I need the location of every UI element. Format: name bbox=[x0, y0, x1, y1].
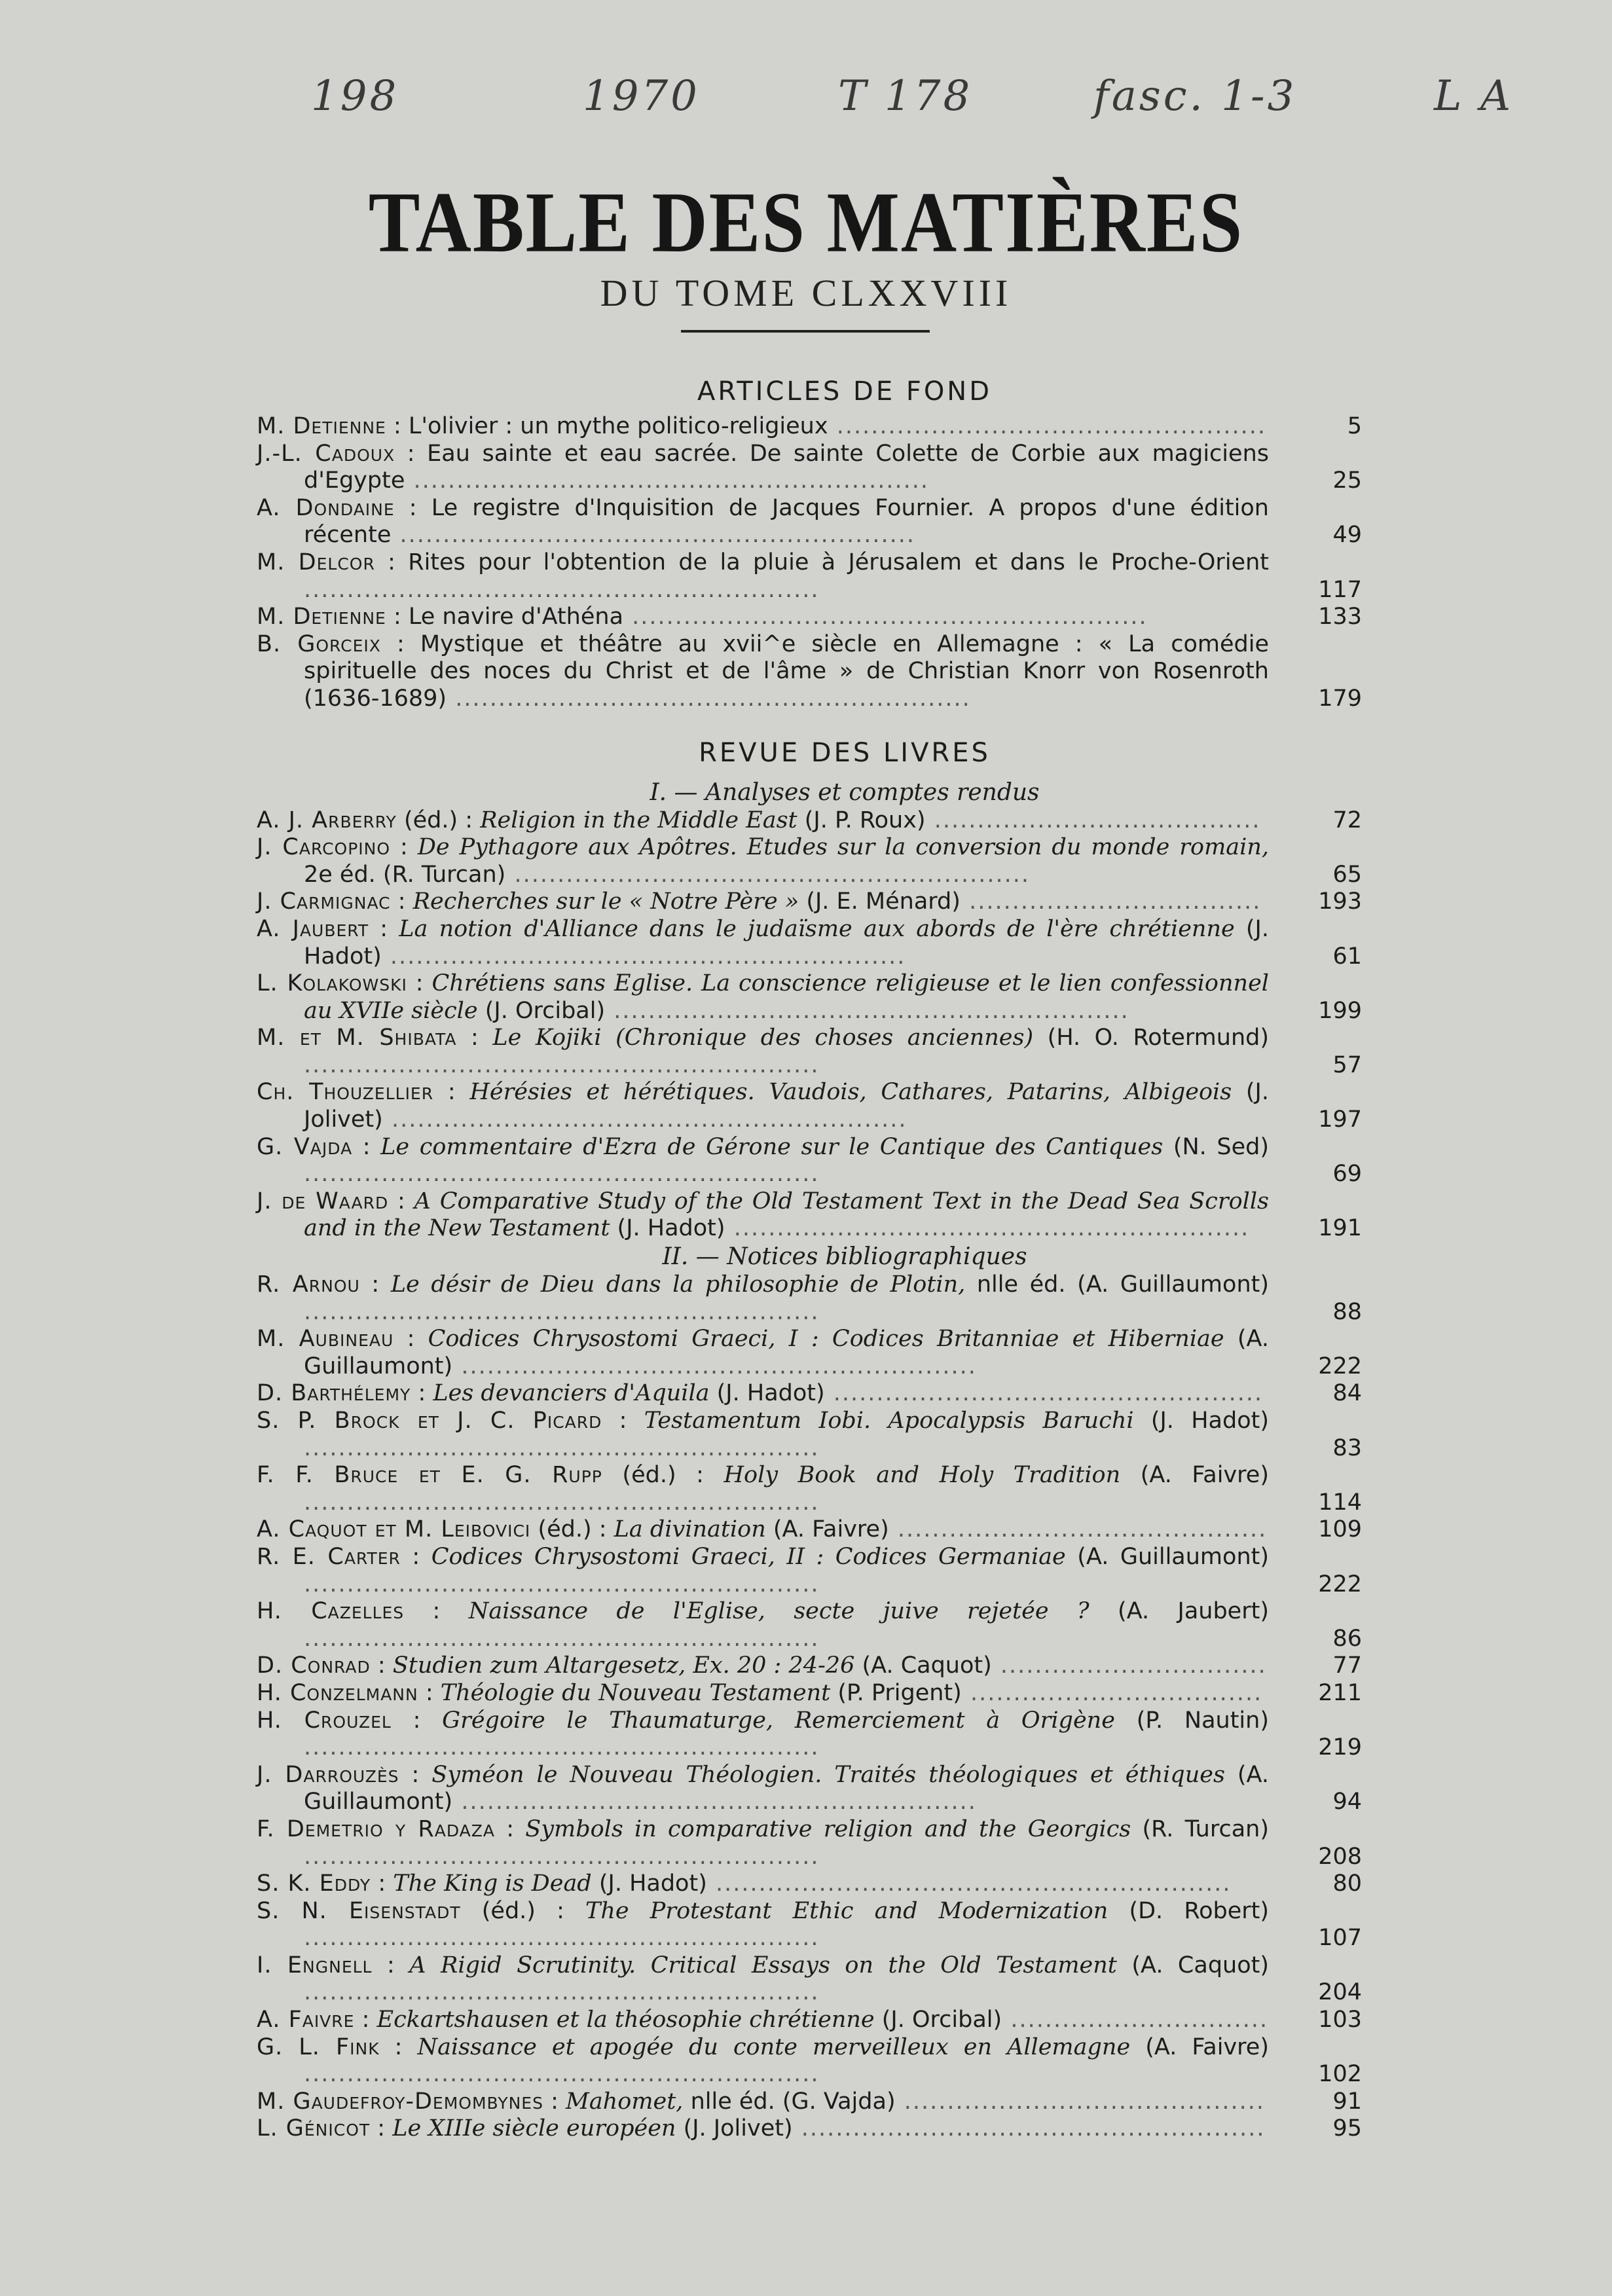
entry-book-title: Le désir de Dieu dans la philosophie de Plotin, bbox=[390, 1271, 966, 1298]
page-title: TABLE DES MATIÈRES bbox=[368, 174, 1244, 270]
entry-separator: : bbox=[456, 1025, 493, 1051]
entry-book-title: Grégoire le Thaumaturge, Remerciement à Origène bbox=[442, 1707, 1115, 1734]
entry-text bbox=[257, 1707, 1269, 1762]
title-divider bbox=[681, 330, 930, 333]
entry-reviewer: (R. Turcan) bbox=[1131, 1815, 1269, 1842]
entry-page-number: 222 bbox=[1318, 1353, 1362, 1379]
toc-entry bbox=[257, 2115, 1367, 2143]
subsection-heading-analyses: I. — Analyses et comptes rendus bbox=[650, 778, 1040, 806]
entry-author: A. Caquot et M. Leibovici bbox=[257, 1516, 531, 1543]
entry-page-number: 86 bbox=[1332, 1625, 1362, 1652]
dot-leader: ............................................................ bbox=[447, 685, 971, 712]
entry-author: S. K. Eddy bbox=[257, 1870, 371, 1897]
dot-leader: ............................................................ bbox=[304, 576, 820, 603]
toc-entry bbox=[257, 2007, 1367, 2034]
entry-page-number: 107 bbox=[1318, 1925, 1362, 1952]
entry-book-title: The King is Dead bbox=[393, 1870, 592, 1897]
entry-book-title: Théologie du Nouveau Testament bbox=[440, 1679, 831, 1706]
entry-text bbox=[257, 631, 1269, 713]
entry-author: S. P. Brock et J. C. Picard bbox=[257, 1408, 602, 1434]
entry-book-title: A Rigid Scrutinity. Critical Essays on the Old Testament bbox=[409, 1952, 1117, 1978]
entry-book-title: Le Kojiki (Chronique des choses anciennes) bbox=[492, 1025, 1034, 1051]
entry-book-title: Codices Chrysostomi Graeci, I : Codices Britanniae et Hiberniae bbox=[428, 1326, 1224, 1353]
entry-separator: : bbox=[602, 1408, 644, 1434]
toc-entry bbox=[257, 1380, 1367, 1408]
entry-page-number: 222 bbox=[1318, 1571, 1362, 1597]
entry-book-title: Chrétiens sans Eglise. La conscience religieuse et le lien confessionnel au XVIIe siècle bbox=[304, 970, 1269, 1024]
dot-leader: ............................................................ bbox=[725, 1215, 1250, 1242]
entry-reviewer: (J. Orcibal) bbox=[477, 997, 606, 1024]
entry-reviewer: (A. Faivre) bbox=[1130, 2033, 1269, 2060]
entry-page-number: 117 bbox=[1318, 576, 1362, 603]
toc-entry bbox=[257, 604, 1367, 631]
entry-page-number: 25 bbox=[1332, 467, 1362, 494]
dot-leader: .................................................. bbox=[828, 413, 1266, 439]
entry-page-number: 191 bbox=[1318, 1215, 1362, 1242]
handwritten-note: 198 bbox=[311, 72, 399, 120]
entry-page-number: 204 bbox=[1318, 1979, 1362, 2006]
entry-reviewer: (P. Nautin) bbox=[1114, 1707, 1269, 1734]
entry-reviewer: (J. Orcibal) bbox=[874, 2007, 1002, 2033]
entry-author: M. Aubineau bbox=[257, 1326, 394, 1353]
entry-text bbox=[257, 441, 1269, 495]
toc-entry bbox=[257, 1134, 1367, 1188]
entry-page-number: 57 bbox=[1332, 1051, 1362, 1078]
dot-leader: ............................................................ bbox=[304, 1489, 820, 1516]
entry-author: J. Darrouzès bbox=[257, 1761, 399, 1788]
entry-reviewer: (P. Prigent) bbox=[830, 1679, 962, 1706]
dot-leader: ........................................... bbox=[888, 1516, 1268, 1543]
entry-author: A. Faivre bbox=[257, 2007, 355, 2033]
entry-author: H. Cazelles bbox=[257, 1598, 405, 1625]
entry-reviewer: (H. O. Rotermund) bbox=[1033, 1025, 1269, 1051]
handwritten-note: T 178 bbox=[838, 72, 973, 120]
entry-text bbox=[257, 916, 1269, 970]
entry-author: D. Barthélemy bbox=[257, 1380, 411, 1407]
toc-entry bbox=[257, 1025, 1367, 1079]
section-heading-reviews: REVUE DES LIVRES bbox=[699, 737, 991, 768]
dot-leader: .................................................. bbox=[824, 1380, 1264, 1407]
entry-separator: : bbox=[400, 1543, 431, 1570]
entry-separator: : bbox=[433, 1079, 470, 1106]
entry-separator: : bbox=[372, 1952, 410, 1978]
entry-book-title: Les devanciers d'Aquila bbox=[433, 1380, 710, 1407]
dot-leader: ............................................................ bbox=[304, 1161, 820, 1188]
entry-separator: : bbox=[543, 2088, 566, 2115]
entry-author: J.-L. Cadoux bbox=[257, 440, 395, 467]
toc-entry bbox=[257, 631, 1367, 713]
toc-entry bbox=[257, 1898, 1367, 1952]
dot-leader: ............................................................ bbox=[304, 1298, 820, 1325]
entry-text bbox=[257, 1326, 1269, 1380]
toc-entry bbox=[257, 1762, 1367, 1816]
entry-page-number: 5 bbox=[1347, 413, 1362, 439]
entry-book-title: Mahomet, bbox=[566, 2088, 684, 2115]
entry-page-number: 197 bbox=[1318, 1106, 1362, 1133]
dot-leader: ............................................................ bbox=[304, 1925, 820, 1952]
entry-reviewer: nlle éd. (A. Guillaumont) bbox=[965, 1271, 1269, 1298]
entry-separator: : bbox=[388, 1188, 414, 1214]
entry-page-number: 219 bbox=[1318, 1734, 1362, 1761]
entry-separator: : bbox=[411, 1380, 433, 1407]
entry-text bbox=[257, 1652, 1269, 1680]
toc-entry bbox=[257, 1079, 1367, 1133]
entry-page-number: 199 bbox=[1318, 997, 1362, 1024]
entry-author: A. Jaubert bbox=[257, 915, 369, 942]
entry-text bbox=[257, 1462, 1269, 1516]
entry-reviewer: (J. Hadot) bbox=[610, 1215, 725, 1242]
entry-page-number: 83 bbox=[1332, 1434, 1362, 1461]
entry-page-number: 133 bbox=[1318, 604, 1362, 630]
entry-separator: : bbox=[407, 970, 432, 997]
entry-book-title: Le XIIIe siècle européen bbox=[392, 2115, 676, 2142]
entry-separator: : bbox=[394, 1326, 428, 1353]
entry-reviewer: 2e éd. (R. Turcan) bbox=[304, 861, 506, 888]
entry-title: : Rites pour l'obtention de la pluie à Jérusalem et dans le Proche-Orient bbox=[375, 549, 1269, 575]
toc-entry bbox=[257, 1544, 1367, 1598]
entry-author: M. Delcor bbox=[257, 549, 375, 575]
dot-leader: ............................................................ bbox=[304, 2061, 820, 2088]
handwritten-note: fasc. 1-3 bbox=[1093, 72, 1297, 120]
entry-reviewer: (A. Faivre) bbox=[1120, 1462, 1269, 1489]
entry-reviewer: (A. Caquot) bbox=[1116, 1952, 1270, 1978]
entry-book-title: Religion in the Middle East bbox=[480, 807, 797, 833]
dot-leader: ............................................................ bbox=[505, 861, 1030, 888]
entry-author: Ch. Thouzellier bbox=[257, 1079, 434, 1106]
reviews-list-notices bbox=[257, 1271, 1367, 2143]
entry-author: M. Gaudefroy-Demombynes bbox=[257, 2088, 543, 2115]
entry-text bbox=[257, 1188, 1269, 1243]
handwritten-notes bbox=[0, 72, 1612, 151]
entry-author: G. L. Fink bbox=[257, 2033, 380, 2060]
entry-author: F. Demetrio y Radaza bbox=[257, 1815, 495, 1842]
entry-text bbox=[257, 1598, 1269, 1652]
dot-leader: ............................................................ bbox=[304, 1571, 820, 1597]
entry-separator: : bbox=[494, 1815, 526, 1842]
entry-text bbox=[257, 1870, 1269, 1898]
toc-entry bbox=[257, 495, 1367, 549]
section-heading-articles: ARTICLES DE FOND bbox=[697, 376, 993, 407]
entry-author: B. Gorceix bbox=[257, 630, 381, 657]
entry-text bbox=[257, 834, 1269, 888]
entry-page-number: 193 bbox=[1318, 888, 1362, 915]
entry-separator: (éd.) : bbox=[602, 1462, 724, 1489]
entry-book-title: Naissance de l'Eglise, secte juive rejetée ? bbox=[468, 1598, 1090, 1625]
entry-page-number: 211 bbox=[1318, 1679, 1362, 1706]
dot-leader: ............................................................ bbox=[304, 1625, 820, 1652]
dot-leader: ...................................................... bbox=[792, 2115, 1266, 2142]
dot-leader: ............................................................ bbox=[304, 1843, 820, 1870]
entry-reviewer: (J. P. Roux) bbox=[797, 807, 926, 833]
entry-text bbox=[257, 1025, 1269, 1079]
entry-title: : L'olivier : un mythe politico-religieux bbox=[386, 413, 828, 439]
entry-author: J. Carmignac bbox=[257, 888, 391, 915]
entry-book-title: La notion d'Alliance dans le judaïsme aux abords de l'ère chrétienne bbox=[399, 915, 1235, 942]
entry-text bbox=[257, 2115, 1269, 2143]
entry-author: J. Carcopino bbox=[257, 834, 391, 861]
entry-author: G. Vajda bbox=[257, 1133, 353, 1160]
entry-separator: : bbox=[352, 1133, 381, 1160]
entry-book-title: Le commentaire d'Ezra de Gérone sur le Cantique des Cantiques bbox=[380, 1133, 1163, 1160]
entry-text bbox=[257, 604, 1269, 631]
dot-leader: ............................................................ bbox=[381, 943, 906, 970]
dot-leader: .......................................... bbox=[895, 2088, 1266, 2115]
toc-entry bbox=[257, 2034, 1367, 2088]
entry-text bbox=[257, 1134, 1269, 1188]
entry-page-number: 208 bbox=[1318, 1843, 1362, 1870]
entry-author: M. Detienne bbox=[257, 413, 386, 439]
toc-entry bbox=[257, 549, 1367, 604]
entry-separator: : bbox=[370, 2115, 393, 2142]
toc-entry bbox=[257, 1462, 1367, 1516]
entry-book-title: Eckartshausen et la théosophie chrétienne bbox=[376, 2007, 875, 2033]
entry-book-title: Hérésies et hérétiques. Vaudois, Cathares, Patarins, Albigeois bbox=[469, 1079, 1232, 1106]
entry-separator: : bbox=[354, 2007, 377, 2033]
toc-entry bbox=[257, 970, 1367, 1025]
entry-text bbox=[257, 1952, 1269, 2007]
entry-reviewer: (A. Guillaumont) bbox=[1065, 1543, 1270, 1570]
toc-entry bbox=[257, 1707, 1367, 1762]
entry-author: H. Conzelmann bbox=[257, 1679, 418, 1706]
entry-reviewer: (J. Hadot) bbox=[591, 1870, 707, 1897]
table-of-contents bbox=[257, 376, 1367, 2143]
toc-entry bbox=[257, 1598, 1367, 1652]
entry-page-number: 94 bbox=[1332, 1789, 1362, 1815]
entry-book-title: The Protestant Ethic and Modernization bbox=[585, 1897, 1108, 1924]
entry-text bbox=[257, 1516, 1269, 1544]
toc-entry bbox=[257, 1516, 1367, 1544]
entry-separator: : bbox=[390, 888, 413, 915]
entry-separator: (éd.) : bbox=[460, 1897, 586, 1924]
dot-leader: ............................................................ bbox=[452, 1789, 977, 1815]
entry-title: : Le navire d'Athéna bbox=[386, 604, 624, 630]
entry-text bbox=[257, 2088, 1269, 2116]
entry-author: F. F. Bruce et E. G. Rupp bbox=[257, 1462, 602, 1489]
entry-author: I. Engnell bbox=[257, 1952, 373, 1978]
entry-page-number: 80 bbox=[1332, 1870, 1362, 1897]
entry-reviewer: (J. E. Ménard) bbox=[799, 888, 961, 915]
toc-entry bbox=[257, 1652, 1367, 1680]
entry-book-title: Naissance et apogée du conte merveilleux en Allemagne bbox=[417, 2033, 1131, 2060]
entry-text bbox=[257, 970, 1269, 1025]
entry-book-title: Syméon le Nouveau Théologien. Traités théologiques et éthiques bbox=[431, 1761, 1225, 1788]
toc-entry bbox=[257, 441, 1367, 495]
entry-book-title: Studien zum Altargesetz, Ex. 20 : 24-26 bbox=[392, 1652, 855, 1679]
entry-separator: : bbox=[369, 915, 399, 942]
entry-text bbox=[257, 413, 1269, 441]
entry-text bbox=[257, 1271, 1269, 1326]
toc-entry bbox=[257, 2088, 1367, 2116]
dot-leader: ............................................................ bbox=[304, 1734, 820, 1761]
entry-page-number: 84 bbox=[1332, 1380, 1362, 1407]
entry-text bbox=[257, 2007, 1269, 2034]
entry-page-number: 88 bbox=[1332, 1298, 1362, 1325]
entry-page-number: 103 bbox=[1318, 2007, 1362, 2033]
entry-text bbox=[257, 807, 1269, 835]
toc-entry bbox=[257, 413, 1367, 441]
entry-text bbox=[257, 1544, 1269, 1598]
entry-text bbox=[257, 1762, 1269, 1816]
entry-author: S. N. Eisenstadt bbox=[257, 1897, 461, 1924]
entry-text bbox=[257, 1079, 1269, 1133]
toc-entry bbox=[257, 1952, 1367, 2007]
reviews-list-analyses bbox=[257, 807, 1367, 1243]
entry-author: M. Detienne bbox=[257, 604, 386, 630]
entry-reviewer: (J. Hadot) bbox=[709, 1380, 825, 1407]
dot-leader: ............................................................ bbox=[391, 522, 916, 549]
entry-page-number: 69 bbox=[1332, 1161, 1362, 1188]
entry-text bbox=[257, 495, 1269, 549]
entry-page-number: 102 bbox=[1318, 2061, 1362, 2088]
entry-separator: (éd.) : bbox=[396, 807, 481, 833]
entry-reviewer: (A. Guillaumont) bbox=[304, 1761, 1270, 1815]
toc-entry bbox=[257, 1326, 1367, 1380]
entry-separator: : bbox=[371, 1870, 394, 1897]
entry-author: M. et M. Shibata bbox=[257, 1025, 457, 1051]
entry-reviewer: (A. Faivre) bbox=[765, 1516, 889, 1543]
entry-reviewer: (J. Hadot) bbox=[304, 915, 1269, 970]
entry-book-title: De Pythagore aux Apôtres. Etudes sur la conversion du monde romain, bbox=[417, 834, 1269, 861]
dot-leader: ............................................................ bbox=[304, 1434, 820, 1461]
entry-book-title: Holy Book and Holy Tradition bbox=[724, 1462, 1121, 1489]
toc-entry bbox=[257, 1870, 1367, 1898]
entry-title: : Mystique et théâtre au xvii^e siècle en Allemagne : « La comédie spirituelle des noces du Christ et de l'âme » de Christian Knorr von Rosenroth (1636-1689) bbox=[304, 630, 1269, 712]
entry-reviewer: nlle éd. (G. Vajda) bbox=[683, 2088, 896, 2115]
entry-reviewer: (D. Robert) bbox=[1108, 1897, 1269, 1924]
entry-page-number: 61 bbox=[1332, 943, 1362, 970]
dot-leader: ...................................... bbox=[925, 807, 1261, 833]
subsection-heading-notices: II. — Notices bibliographiques bbox=[662, 1243, 1027, 1271]
toc-entry bbox=[257, 1408, 1367, 1462]
entry-text bbox=[257, 549, 1269, 604]
toc-entry bbox=[257, 1271, 1367, 1326]
entry-page-number: 91 bbox=[1332, 2088, 1362, 2115]
entry-author: J. de Waard bbox=[257, 1188, 389, 1214]
entry-reviewer: (N. Sed) bbox=[1163, 1133, 1269, 1160]
entry-author: A. Dondaine bbox=[257, 494, 395, 521]
entry-separator: : bbox=[391, 1707, 443, 1734]
entry-reviewer: (J. Jolivet) bbox=[676, 2115, 793, 2142]
entry-book-title: Testamentum Iobi. Apocalypsis Baruchi bbox=[644, 1408, 1134, 1434]
entry-separator: : bbox=[359, 1271, 391, 1298]
entry-text bbox=[257, 888, 1269, 916]
entry-separator: : bbox=[390, 834, 418, 861]
entry-text bbox=[257, 1898, 1269, 1952]
entry-title: : Le registre d'Inquisition de Jacques Fournier. A propos d'une édition récente bbox=[304, 494, 1269, 549]
entry-text bbox=[257, 1680, 1269, 1707]
dot-leader: ............................................................ bbox=[706, 1870, 1232, 1897]
entry-separator: : bbox=[370, 1652, 393, 1679]
entry-title: : Eau sainte et eau sacrée. De sainte Colette de Corbie aux magiciens d'Egypte bbox=[304, 440, 1269, 494]
entry-separator: (éd.) : bbox=[530, 1516, 614, 1543]
entry-reviewer: (A. Jaubert) bbox=[1089, 1598, 1269, 1625]
entry-page-number: 179 bbox=[1318, 685, 1362, 712]
toc-entry bbox=[257, 807, 1367, 835]
handwritten-note: 1970 bbox=[583, 72, 700, 120]
entry-separator: : bbox=[379, 2033, 418, 2060]
dot-leader: ............................................................ bbox=[605, 997, 1129, 1024]
entry-author: H. Crouzel bbox=[257, 1707, 392, 1734]
dot-leader: ............................................................ bbox=[304, 1051, 820, 1078]
entry-author: L. Kolakowski bbox=[257, 970, 407, 997]
entry-reviewer: (A. Caquot) bbox=[854, 1652, 992, 1679]
entry-text bbox=[257, 1816, 1269, 1870]
toc-entry bbox=[257, 1816, 1367, 1870]
entry-book-title: Symbols in comparative religion and the Georgics bbox=[525, 1815, 1131, 1842]
entry-page-number: 95 bbox=[1332, 2115, 1362, 2142]
entry-text bbox=[257, 2034, 1269, 2088]
entry-separator: : bbox=[399, 1761, 432, 1788]
entry-page-number: 65 bbox=[1332, 861, 1362, 888]
dot-leader: ............................................................ bbox=[304, 1979, 820, 2006]
toc-entry bbox=[257, 1188, 1367, 1243]
entry-page-number: 109 bbox=[1318, 1516, 1362, 1543]
entry-page-number: 114 bbox=[1318, 1489, 1362, 1516]
entry-book-title: A Comparative Study of the Old Testament Text in the Dead Sea Scrolls and in the New Testament bbox=[304, 1188, 1270, 1242]
dot-leader: ............................................................ bbox=[382, 1106, 907, 1133]
entry-reviewer: (J. Hadot) bbox=[1133, 1408, 1269, 1434]
entry-text bbox=[257, 1380, 1269, 1408]
entry-book-title: La divination bbox=[614, 1516, 766, 1543]
dot-leader: .............................. bbox=[1002, 2007, 1269, 2033]
entry-book-title: Codices Chrysostomi Graeci, II : Codices Germaniae bbox=[431, 1543, 1066, 1570]
toc-entry bbox=[257, 888, 1367, 916]
entry-page-number: 77 bbox=[1332, 1652, 1362, 1679]
entry-author: R. E. Carter bbox=[257, 1543, 401, 1570]
entry-author: R. Arnou bbox=[257, 1271, 360, 1298]
dot-leader: ............................... bbox=[991, 1652, 1267, 1679]
toc-entry bbox=[257, 1680, 1367, 1707]
entry-reviewer: (J. Jolivet) bbox=[304, 1079, 1269, 1133]
handwritten-note: L A bbox=[1434, 72, 1514, 120]
entry-author: D. Conrad bbox=[257, 1652, 371, 1679]
entry-text bbox=[257, 1408, 1269, 1462]
dot-leader: ............................................................ bbox=[452, 1353, 977, 1379]
entry-page-number: 72 bbox=[1332, 807, 1362, 833]
articles-list bbox=[257, 413, 1367, 713]
entry-book-title: Recherches sur le « Notre Père » bbox=[412, 888, 799, 915]
dot-leader: ............................................................ bbox=[405, 467, 930, 494]
toc-entry bbox=[257, 834, 1367, 888]
entry-reviewer: (A. Guillaumont) bbox=[304, 1326, 1270, 1379]
entry-separator: : bbox=[404, 1598, 469, 1625]
entry-separator: : bbox=[418, 1679, 441, 1706]
dot-leader: .................................. bbox=[960, 888, 1262, 915]
dot-leader: .................................. bbox=[961, 1679, 1263, 1706]
dot-leader: ............................................................ bbox=[623, 604, 1148, 630]
entry-page-number: 49 bbox=[1332, 522, 1362, 549]
page-subtitle: DU TOME CLXXVIII bbox=[600, 272, 1012, 314]
entry-author: L. Génicot bbox=[257, 2115, 371, 2142]
toc-entry bbox=[257, 916, 1367, 970]
entry-author: A. J. Arberry bbox=[257, 807, 397, 833]
